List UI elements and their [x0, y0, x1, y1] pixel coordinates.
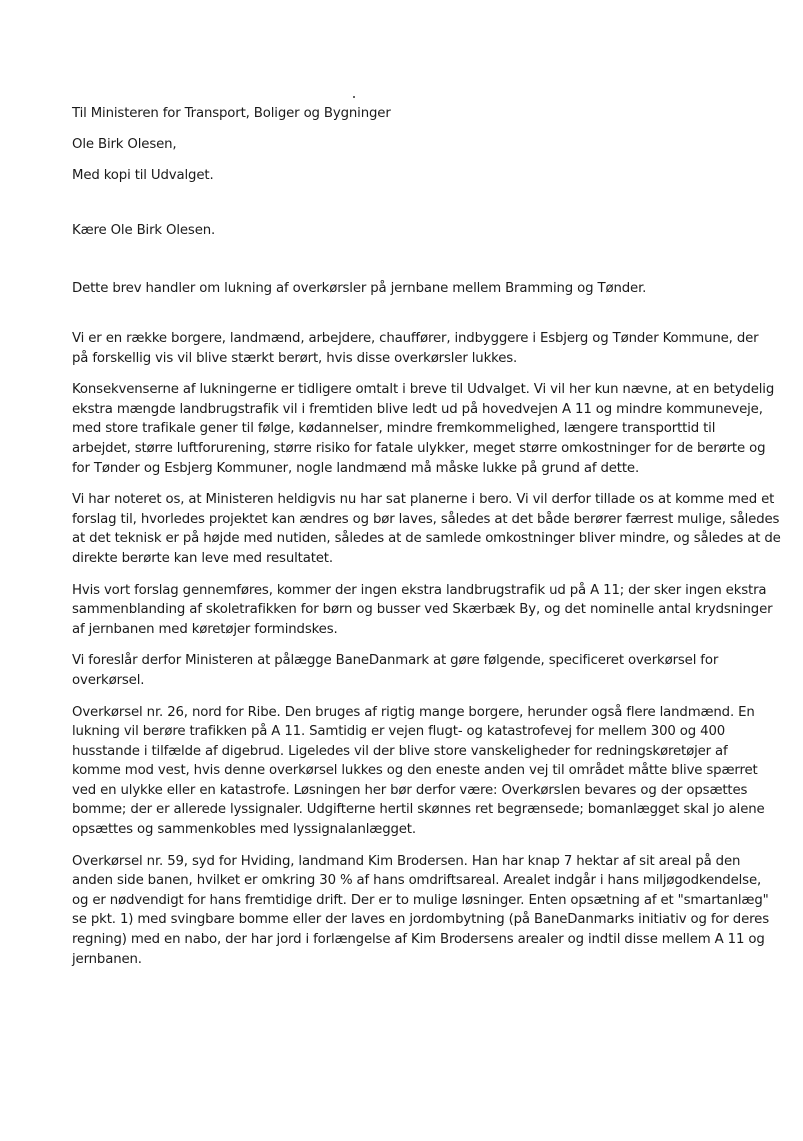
paragraph-line: opsættes og sammenkobles med lyssignalanlægget. [72, 822, 416, 838]
paragraph-line: se pkt. 1) med svingbare bomme eller der laves en jordombytning (på BaneDanmarks initiativ og for deres [72, 912, 769, 928]
paragraph-line: forslag til, hvorledes projektet kan ændres og bør laves, således at det både berører færrest mulige, således [72, 511, 780, 527]
paragraph-line: Overkørsel nr. 26, nord for Ribe. Den bruges af rigtig mange borgere, herunder også flere landmænd. En [72, 704, 755, 720]
paragraph-line: på forskellig vis vil blive stærkt berørt, hvis disse overkørsler lukkes. [72, 350, 518, 366]
paragraph-line: lukning vil berøre trafikken på A 11. Samtidig er vejen flugt- og katastrofevej for mellem 300 og 400 [72, 724, 726, 740]
paragraph [72, 581, 772, 640]
paragraph-line: Vi foreslår derfor Ministeren at pålægge BaneDanmark at gøre følgende, specificeret overkørsel for [72, 653, 719, 669]
salutation: Kære Ole Birk Olesen. [72, 223, 216, 238]
paragraph-line: anden side banen, hvilket er omkring 30 % af hans omdriftsareal. Arealet indgår i hans miljøgodkendelse, [72, 873, 762, 889]
paragraph-line: regning) med en nabo, der har jord i forlængelse af Kim Brodersens arealer og indtil disse mellem A 11 og [72, 932, 765, 948]
paragraph-line: ved en ulykke eller en katastrofe. Løsningen her bør derfor være: Overkørslen bevares og der opsættes [72, 782, 748, 798]
paragraph [72, 329, 772, 368]
paragraph-line: direkte berørte kan leve med resultatet. [72, 550, 333, 566]
paragraph-line: med store trafikale gener til følge, kødannelser, mindre fremkommelighed, længere transporttid til [72, 421, 716, 437]
paragraph-line: Vi har noteret os, at Ministeren heldigvis nu har sat planerne i bero. Vi vil derfor tillade os at komme med et [72, 492, 775, 508]
paragraph-line: overkørsel. [72, 672, 145, 688]
paragraph-line: ekstra mængde landbrugstrafik vil i fremtiden blive ledt ud på hovedvejen A 11 og mindre kommuneveje, [72, 401, 763, 417]
paragraph [72, 852, 772, 970]
paragraph-line: komme mod vest, hvis denne overkørsel lukkes og den eneste anden vej til området måtte blive spærret [72, 763, 758, 779]
paragraph [72, 703, 772, 840]
letter-paragraphs [72, 329, 781, 969]
recipient-line-2: Ole Birk Olesen, [72, 137, 177, 152]
paragraph-line: husstande i tilfælde af digebrud. Ligeledes vil der blive store vanskeligheder for redningskøretøjer af [72, 743, 728, 759]
paragraph-line: Hvis vort forslag gennemføres, kommer der ingen ekstra landbrugstrafik ud på A 11; der sker ingen ekstra [72, 582, 767, 598]
subject-line: Dette brev handler om lukning af overkørsler på jernbane mellem Bramming og Tønder. [72, 281, 647, 296]
paragraph-line: af jernbanen med køretøjer formindskes. [72, 621, 338, 637]
paragraph-line: jernbanen. [72, 951, 142, 967]
paragraph-line: og er nødvendigt for hans fremtidige drift. Der er to mulige løsninger. Enten opsætning af et "smartanlæg" [72, 892, 769, 908]
paragraph [72, 651, 772, 690]
letter-body [72, 104, 781, 981]
recipient-line-1: Til Ministeren for Transport, Boliger og Bygninger [72, 106, 391, 121]
paragraph-line: at det teknisk er på højde med nutiden, således at de samlede omkostninger bliver mindre, og således at de [72, 531, 781, 547]
paragraph-line: Overkørsel nr. 59, syd for Hviding, landmand Kim Brodersen. Han har knap 7 hektar af sit areal på den [72, 853, 741, 869]
paragraph [72, 490, 781, 568]
paragraph [72, 380, 775, 478]
stray-mark [353, 96, 355, 98]
paragraph-line: arbejdet, større luftforurening, større risiko for fatale ulykker, meget større omkostninger for de berørte og [72, 440, 766, 456]
paragraph-line: Vi er en række borgere, landmænd, arbejdere, chauffører, indbyggere i Esbjerg og Tønder Kommune, der [72, 331, 759, 346]
paragraph-line: bomme; der er allerede lyssignaler. Udgifterne hertil skønnes ret begrænsede; bomanlægget skal jo alene [72, 802, 765, 818]
paragraph-line: sammenblanding af skoletrafikken for børn og busser ved Skærbæk By, og det nominelle antal krydsninger [72, 602, 773, 618]
recipient-line-3: Med kopi til Udvalget. [72, 168, 214, 183]
paragraph-line: Konsekvenserne af lukningerne er tidligere omtalt i breve til Udvalget. Vi vil her kun nævne, at en betydelig [72, 382, 775, 398]
paragraph-line: for Tønder og Esbjerg Kommuner, nogle landmænd må måske lukke på grund af dette. [72, 460, 640, 476]
